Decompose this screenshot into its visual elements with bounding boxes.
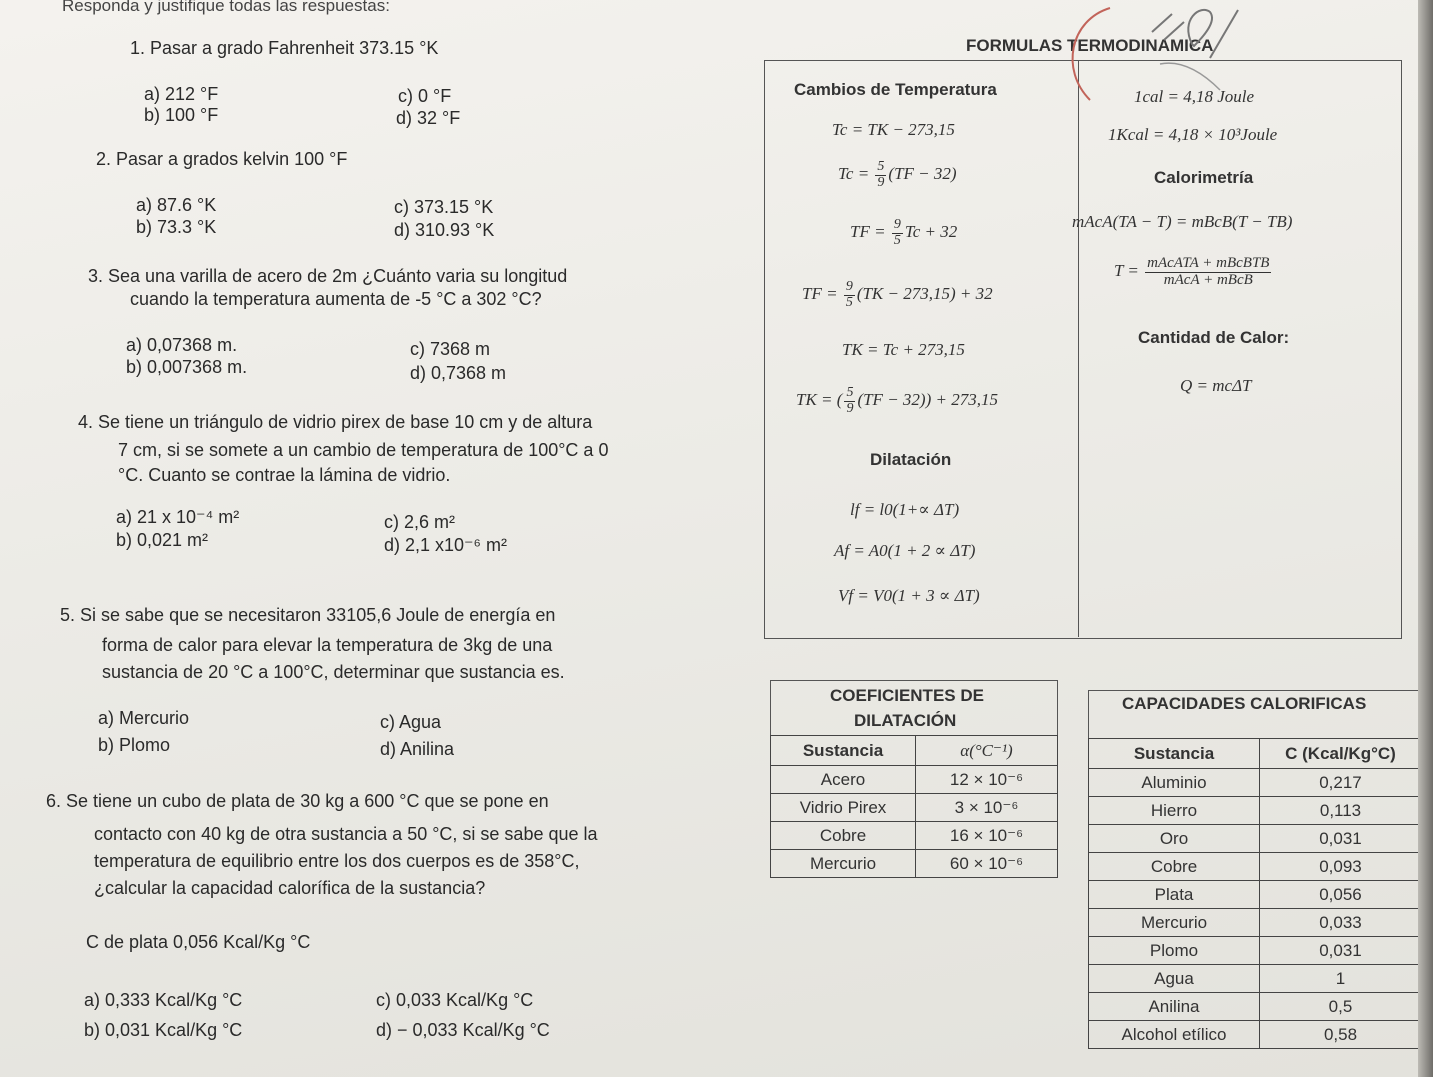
calorimetria-title: Calorimetría xyxy=(1154,168,1254,187)
table-cell: 0,033 xyxy=(1260,909,1422,937)
q6-option-b: b) 0,031 Kcal/Kg °C xyxy=(84,1020,243,1040)
table-cell: Aluminio xyxy=(1089,769,1260,797)
q6-note: C de plata 0,056 Kcal/Kg °C xyxy=(86,932,311,952)
table-cell: Cobre xyxy=(771,822,916,850)
table-cell: Oro xyxy=(1089,825,1260,853)
table-cell: Mercurio xyxy=(771,850,916,878)
q4-option-a: a) 21 x 10⁻⁴ m² xyxy=(116,507,240,527)
q2-option-d: d) 310.93 °K xyxy=(394,220,495,240)
table-cell: 0,031 xyxy=(1260,825,1422,853)
table-cell: 0,031 xyxy=(1260,937,1422,965)
question-6-line-1: 6. Se tiene un cubo de plata de 30 kg a 600 °C que se pone en xyxy=(46,791,549,811)
question-4-line-1: 4. Se tiene un triángulo de vidrio pirex de base 10 cm y de altura xyxy=(78,412,593,432)
question-4-line-2: 7 cm, si se somete a un cambio de temperatura de 100°C a 0 xyxy=(118,440,609,460)
cambios-title: Cambios de Temperatura xyxy=(794,80,997,99)
dilatacion-table-title-1: COEFICIENTES DE xyxy=(830,686,984,705)
dilatacion-header-sustancia: Sustancia xyxy=(771,736,916,766)
table-cell: 0,58 xyxy=(1260,1021,1422,1049)
table-cell: Cobre xyxy=(1089,853,1260,881)
q2-option-b: b) 73.3 °K xyxy=(136,217,217,237)
q5-option-d: d) Anilina xyxy=(380,739,455,759)
q4-option-c: c) 2,6 m² xyxy=(384,512,456,532)
q5-option-a: a) Mercurio xyxy=(98,708,190,728)
table-cell: 0,5 xyxy=(1260,993,1422,1021)
table-cell: Mercurio xyxy=(1089,909,1260,937)
table-cell: 1 xyxy=(1260,965,1422,993)
table-cell: 0,093 xyxy=(1260,853,1422,881)
q3-option-b: b) 0,007368 m. xyxy=(126,357,248,377)
formula-tf-tc: TF = $\frac{9}{5}$ Tc + 32 xyxy=(850,217,958,248)
q3-option-c: c) 7368 m xyxy=(410,339,491,359)
question-1: 1. Pasar a grado Fahrenheit 373.15 °K xyxy=(130,38,439,58)
capacidades-table xyxy=(1088,738,1422,1049)
capacidades-header-c: C (Kcal/Kg°C) xyxy=(1260,739,1422,769)
formula-heat: Q = mcΔT xyxy=(1180,376,1252,395)
table-cell: Hierro xyxy=(1089,797,1260,825)
capacidades-table-title: CAPACIDADES CALORIFICAS xyxy=(1122,694,1367,713)
dilatacion-table xyxy=(770,735,1058,878)
question-5-line-2: forma de calor para elevar la temperatura de 3kg de una xyxy=(102,635,553,655)
table-cell: Acero xyxy=(771,766,916,794)
formula-tk-tf: TK = ( $\frac{5}{9}$ (TF − 32)) + 273,15 xyxy=(796,385,998,416)
q1-option-d: d) 32 °F xyxy=(396,108,461,128)
formula-kcal-joule: 1Kcal = 4,18 × 10³Joule xyxy=(1108,125,1278,144)
question-2: 2. Pasar a grados kelvin 100 °F xyxy=(96,149,348,169)
dilatacion-table-title-2: DILATACIÓN xyxy=(854,711,957,730)
q1-option-b: b) 100 °F xyxy=(144,105,219,125)
table-cell: 60 × 10⁻⁶ xyxy=(916,850,1058,878)
q3-option-a: a) 0,07368 m. xyxy=(126,335,238,355)
formula-area-expansion: Af = A0(1 + 2 ∝ ΔT) xyxy=(834,541,976,560)
dilatacion-header-alpha: α(°C⁻¹) xyxy=(916,736,1058,766)
table-cell: 12 × 10⁻⁶ xyxy=(916,766,1058,794)
table-cell: 0,056 xyxy=(1260,881,1422,909)
cantidad-calor-title: Cantidad de Calor: xyxy=(1138,328,1290,347)
q1-option-c: c) 0 °F xyxy=(398,86,452,106)
formula-tf-tk: TF = $\frac{9}{5}$ (TK − 273,15) + 32 xyxy=(802,279,993,310)
capacidades-header-sustancia: Sustancia xyxy=(1089,739,1260,769)
q3-option-d: d) 0,7368 m xyxy=(410,363,507,383)
question-5-line-1: 5. Si se sabe que se necesitaron 33105,6 Joule de energía en xyxy=(60,605,556,625)
formula-tc-tf: Tc = $\frac{5}{9}$ (TF − 32) xyxy=(838,159,957,190)
question-6-line-4: ¿calcular la capacidad calorífica de la sustancia? xyxy=(94,878,486,898)
question-3-line-1: 3. Sea una varilla de acero de 2m ¿Cuánto varia su longitud xyxy=(88,266,568,286)
formula-equilibrium: mAcA(TA − T) = mBcB(T − TB) xyxy=(1072,212,1293,231)
photo-edge-shadow xyxy=(1418,0,1433,1077)
formula-linear-expansion: lf = l0(1+∝ ΔT) xyxy=(850,500,960,519)
q4-option-b: b) 0,021 m² xyxy=(116,530,209,550)
question-6-line-2: contacto con 40 kg de otra sustancia a 50 °C, si se sabe que la xyxy=(94,824,598,844)
q2-option-a: a) 87.6 °K xyxy=(136,195,217,215)
question-3-line-2: cuando la temperatura aumenta de -5 °C a 302 °C? xyxy=(130,289,542,309)
table-cell: 0,113 xyxy=(1260,797,1422,825)
dilatacion-title: Dilatación xyxy=(870,450,952,469)
q6-option-c: c) 0,033 Kcal/Kg °C xyxy=(376,990,534,1010)
table-cell: Plomo xyxy=(1089,937,1260,965)
q5-option-c: c) Agua xyxy=(380,712,442,732)
question-4-line-3: °C. Cuanto se contrae la lámina de vidrio. xyxy=(118,465,451,485)
question-5-line-3: sustancia de 20 °C a 100°C, determinar que sustancia es. xyxy=(102,662,565,682)
formula-tc-tk: Tc = TK − 273,15 xyxy=(832,120,955,139)
formula-box-divider xyxy=(1078,60,1079,637)
formula-cal-joule: 1cal = 4,18 Joule xyxy=(1134,87,1255,106)
formula-volume-expansion: Vf = V0(1 + 3 ∝ ΔT) xyxy=(838,586,980,605)
q6-option-d: d) − 0,033 Kcal/Kg °C xyxy=(376,1020,550,1040)
formula-tk-tc: TK = Tc + 273,15 xyxy=(842,340,965,359)
table-cell: 3 × 10⁻⁶ xyxy=(916,794,1058,822)
formulas-title: FORMULAS TERMODINAMICA xyxy=(966,36,1214,55)
table-cell: Anilina xyxy=(1089,993,1260,1021)
table-cell: Vidrio Pirex xyxy=(771,794,916,822)
table-cell: Agua xyxy=(1089,965,1260,993)
q5-option-b: b) Plomo xyxy=(98,735,171,755)
question-6-line-3: temperatura de equilibrio entre los dos cuerpos es de 358°C, xyxy=(94,851,580,871)
page-header: Responda y justifique todas las respuestas: xyxy=(62,0,390,15)
q6-option-a: a) 0,333 Kcal/Kg °C xyxy=(84,990,243,1010)
q4-option-d: d) 2,1 x10⁻⁶ m² xyxy=(384,535,507,555)
table-cell: Plata xyxy=(1089,881,1260,909)
table-cell: 0,217 xyxy=(1260,769,1422,797)
table-cell: 16 × 10⁻⁶ xyxy=(916,822,1058,850)
q2-option-c: c) 373.15 °K xyxy=(394,197,494,217)
table-cell: Alcohol etílico xyxy=(1089,1021,1260,1049)
formula-equilibrium-temp: T = $\frac{\text{mAcATA + mBcBTB}}{\text{mAcA + mBcB}}$ xyxy=(1114,255,1270,288)
q1-option-a: a) 212 °F xyxy=(144,84,219,104)
handwritten-scribble xyxy=(1060,0,1240,110)
